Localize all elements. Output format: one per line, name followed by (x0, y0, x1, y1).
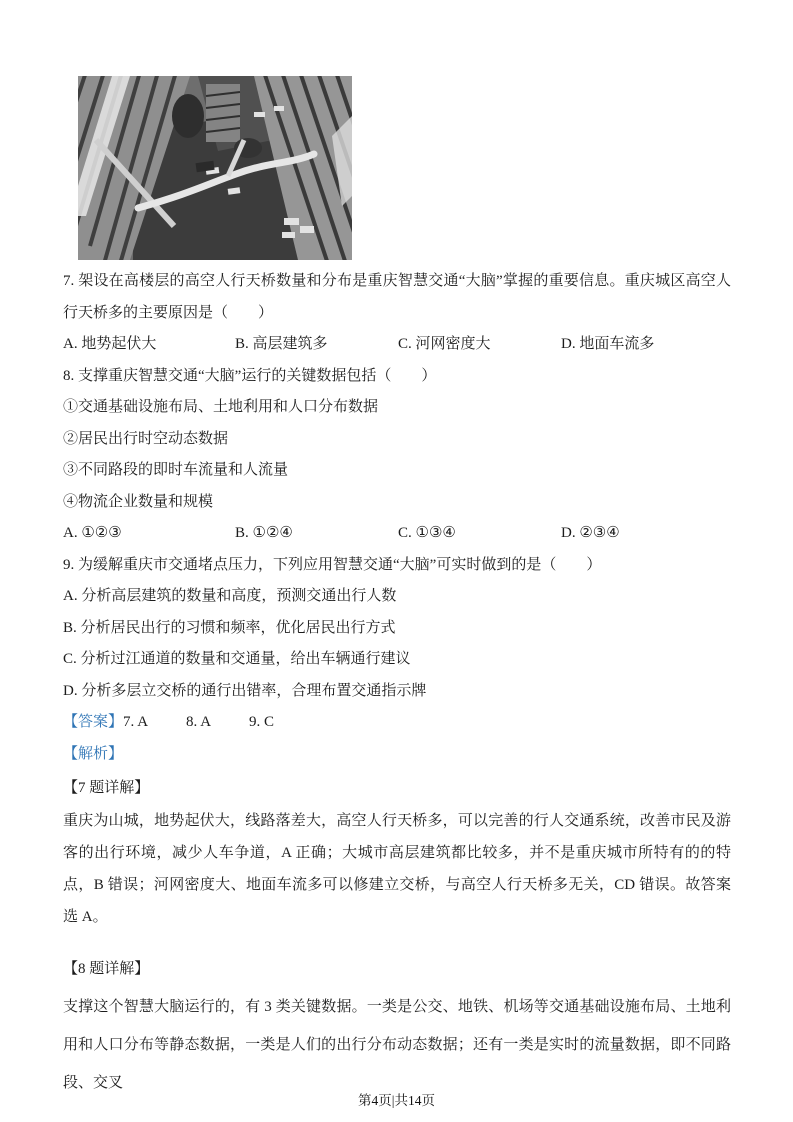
aerial-photo-graphic (78, 76, 352, 260)
explanation-7-body: 重庆为山城，地势起伏大，线路落差大，高空人行天桥多，可以完善的行人交通系统，改善市民及游客的出行环境，减少人车争道，A 正确；大城市高层建筑都比较多，并不是重庆城市所特有的的特点，B 错误；河网密度大、地面车流多可以修建立交桥，与高空人行天桥多无关，CD 错误。故答案选 A。 (63, 812, 731, 925)
question-7-option-b: B. 高层建筑多 (235, 336, 328, 352)
question-9-number: 9. (63, 556, 75, 573)
page-footer: 第4页|共14页 (358, 1093, 435, 1108)
question-8-stem: 8. 支撑重庆智慧交通“大脑”运行的关键数据包括（ ） (63, 367, 437, 384)
question-8-option-c: C. ①③④ (398, 525, 456, 541)
analysis-line (63, 739, 731, 771)
question-8-number: 8. (63, 367, 75, 384)
answer-line (63, 707, 731, 739)
answer-label: 【答案】 (63, 714, 124, 730)
question-9-stem: 9. 为缓解重庆市交通堵点压力，下列应用智慧交通“大脑”可实时做到的是（ ） (63, 556, 602, 573)
question-8-item-3: ③不同路段的即时车流量和人流量 (63, 462, 289, 478)
answer-q8: 8. A (186, 714, 212, 730)
question-7-option-a: A. 地势起伏大 (63, 336, 157, 352)
question-9-option-c: C. 分析过江通道的数量和交通量，给出车辆通行建议 (63, 651, 411, 667)
question-7-stem: 7. 架设在高楼层的高空人行天桥数量和分布是重庆智慧交通“大脑”掌握的重要信息。重庆城区高空人行天桥多的主要原因是（ ） (63, 273, 732, 321)
answer-q9: 9. C (249, 714, 275, 730)
question-9-option-a: A. 分析高层建筑的数量和高度，预测交通出行人数 (63, 588, 397, 604)
analysis-label: 【解析】 (63, 745, 124, 762)
question-8-item-1: ①交通基础设施布局、土地利用和人口分布数据 (63, 399, 379, 415)
question-8-option-a: A. ①②③ (63, 525, 122, 541)
question-9-option-b: B. 分析居民出行的习惯和频率，优化居民出行方式 (63, 619, 396, 636)
question-8-option-d: D. ②③④ (561, 525, 620, 541)
question-8-options (63, 518, 731, 550)
question-7-number: 7. (63, 273, 75, 289)
question-7-option-d: D. 地面车流多 (561, 336, 655, 352)
explanation-8-body: 支撑这个智慧大脑运行的，有 3 类关键数据。一类是公交、地铁、机场等交通基础设施布局、土地利用和人口分布等静态数据，一类是人们的出行分布动态数据；还有一类是实时的流量数据，即不同路段、交叉 (63, 999, 731, 1091)
question-8-option-b: B. ①②④ (235, 525, 293, 541)
question-7-option-c: C. 河网密度大 (398, 336, 491, 352)
explanation-8-title: 【8 题详解】 (63, 960, 150, 977)
aerial-photo (78, 76, 352, 260)
question-7-options (63, 329, 731, 361)
explanation-7-title: 【7 题详解】 (63, 780, 150, 796)
question-8-item-2: ②居民出行时空动态数据 (63, 430, 229, 447)
question-9-option-d: D. 分析多层立交桥的通行出错率，合理布置交通指示牌 (63, 682, 427, 699)
question-8-item-4: ④物流企业数量和规模 (63, 493, 214, 510)
answer-q7: 7. A (123, 714, 149, 730)
question-content (63, 266, 731, 1102)
